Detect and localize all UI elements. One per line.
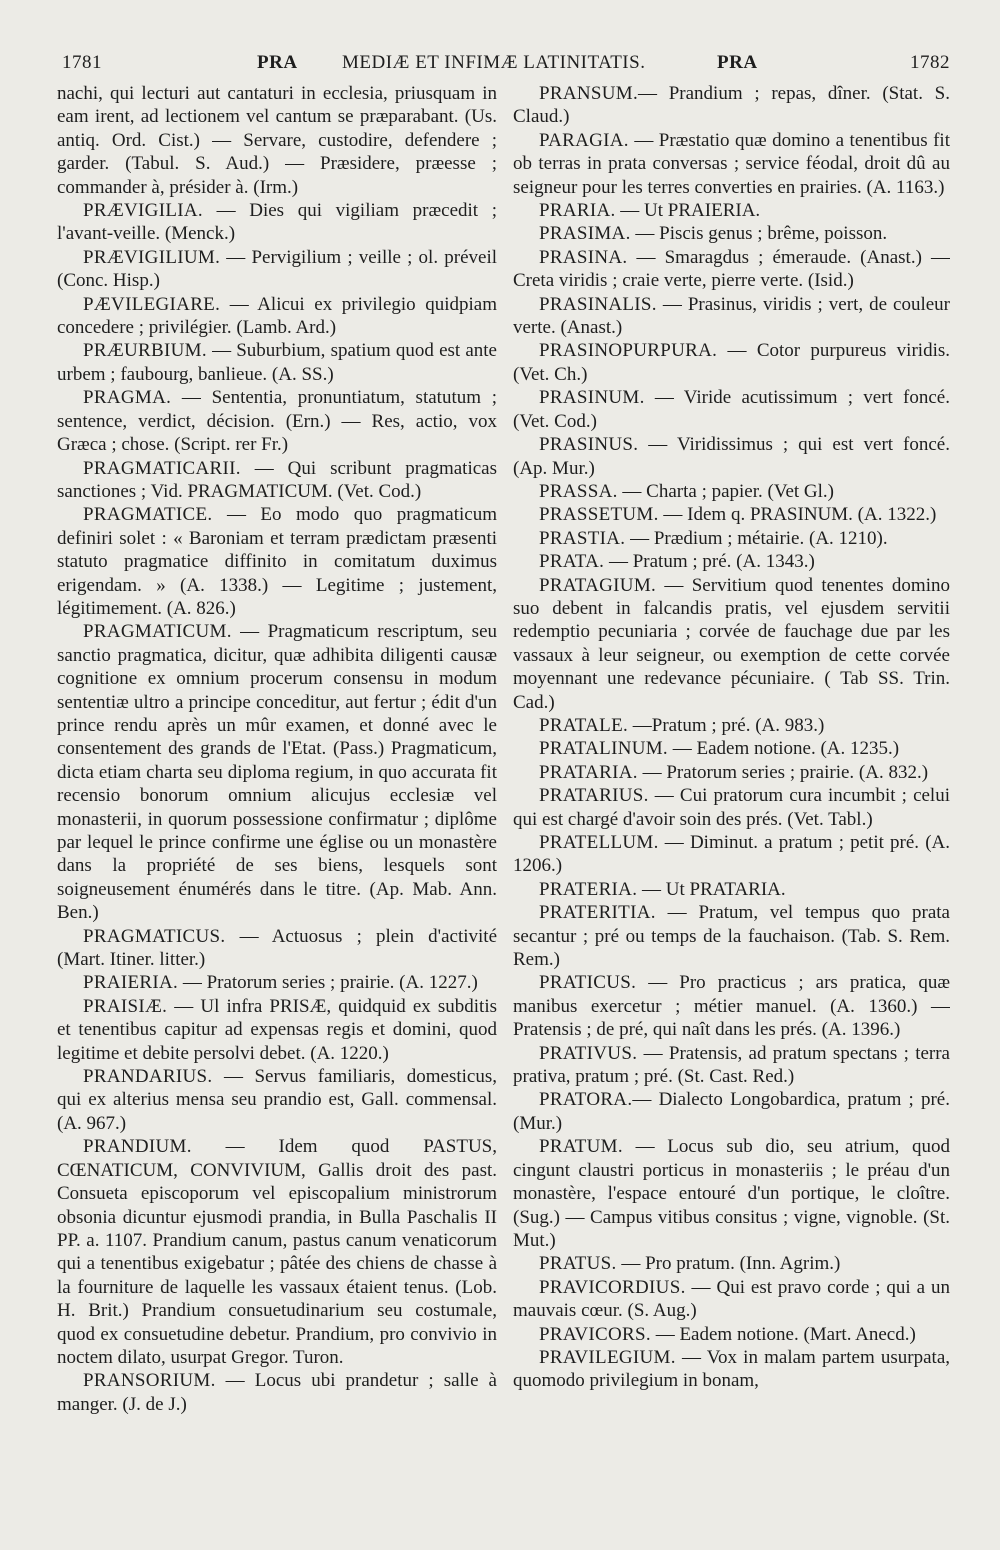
entry-text: — Eadem notione. (Mart. Anecd.) xyxy=(650,1323,916,1345)
entry-headword: PARAGIA. xyxy=(539,129,629,151)
entry-text: — Qui scribunt pragmaticas sanctiones ; Vid. PRAGMATICUM. (Vet. Cod.) xyxy=(57,457,497,502)
entry-text: —Pratum ; pré. (A. 983.) xyxy=(628,714,825,736)
dictionary-entry xyxy=(513,784,950,831)
entry-headword: PRATELLUM. xyxy=(539,832,659,853)
entry-text: — Servus familiaris, domesticus, qui ex alterius mensa seu prandio est, Gall. commensal. (A. 967.) xyxy=(57,1066,497,1134)
entry-headword: PRASINALIS. xyxy=(539,293,657,315)
entry-text: — Idem q. PRASINUM. (A. 1322.) xyxy=(658,504,937,526)
dictionary-entry xyxy=(57,246,497,293)
dictionary-entry xyxy=(513,1323,950,1346)
dictionary-entry xyxy=(513,831,950,878)
entry-text: — Pratensis, ad pratum spectans ; terra prativa, pratum ; pré. (St. Cast. Red.) xyxy=(513,1042,950,1088)
entry-headword: PRASTIA. xyxy=(539,527,626,549)
entry-headword: PRANSORIUM. xyxy=(83,1370,216,1392)
entry-text: — Eadem notione. (A. 1235.) xyxy=(667,738,900,760)
entry-headword: PRATARIUS. xyxy=(539,785,649,807)
entry-headword: PRANDARIUS. xyxy=(83,1066,213,1088)
entry-headword: PRATORA. xyxy=(539,1089,633,1111)
dictionary-entry xyxy=(513,129,950,199)
entry-headword: PRASINA. xyxy=(539,246,628,268)
entry-headword: PRAGMATICE. xyxy=(83,504,213,526)
entry-headword: PRATARIA. xyxy=(539,761,638,783)
entry-text: — Prasinus, viridis ; vert, de couleur verte. (Anast.) xyxy=(513,293,950,339)
entry-headword: PRAVICORDIUS. xyxy=(539,1276,686,1298)
entry-text: — Locus ubi prandetur ; salle à manger. (J. de J.) xyxy=(57,1370,497,1415)
entry-text: — Suburbium, spatium quod est ante urbem ; faubourg, banlieue. (A. SS.) xyxy=(57,340,497,385)
entry-text: — Pragmaticum rescriptum, seu sanctio pragmatica, dicitur, quæ adhibita diligenti causæ cognitione ex omnium procerum consensu in modum sententiæ ultro a principe conceditur, aut fertur ; édit d'un prince rendu après un mûr examen, et donné avec le consentement des grands de l'Etat. (Pass.) Pragmaticum, dicta etiam charta seu diploma regium, in quo accurata fit recensio bonorum omnium alicujus ecclesiæ vel monasterii, in quorum possessione confirmatur ; diplôme par lequel le prince confirme une église ou un monastère dans la propriété de ses biens, lesquels sont soigneusement énumérés dans le titre. (Ap. Mab. Ann. Ben.) xyxy=(57,621,497,924)
dictionary-entry xyxy=(57,1065,497,1135)
entry-text: — Piscis genus ; brême, poisson. xyxy=(630,223,888,245)
entry-text: — Charta ; papier. (Vet Gl.) xyxy=(617,480,835,502)
dictionary-entry xyxy=(513,761,950,784)
entry-headword: PRATUM. xyxy=(539,1136,623,1158)
running-title: MEDIÆ ET INFIMÆ LATINITATIS. xyxy=(342,52,646,73)
entry-text: — Ul infra PRISÆ, quidquid ex subditis et tenentibus capitur ad expensas regis et domini, quod legitime et debite persolvi debet. (A. 1220.) xyxy=(57,995,497,1064)
running-header xyxy=(62,44,950,84)
entry-text: — Pervigilium ; veille ; ol. préveil (Conc. Hisp.) xyxy=(57,246,497,292)
entry-headword: PRÆVIGILIUM. xyxy=(83,246,221,268)
dictionary-entry xyxy=(57,503,497,620)
dictionary-entry xyxy=(513,503,950,526)
dictionary-entry xyxy=(513,82,950,129)
dictionary-entry xyxy=(513,1276,950,1323)
dictionary-entry xyxy=(513,714,950,737)
entry-headword: PRASINUS. xyxy=(539,434,639,456)
entry-text: — Idem quod PASTUS, CŒNATICUM, CONVIVIUM, Gallis droit des past. Consueta episcoporum vel episcopalium ministrorum obsonia dicuntur ejusmodi prandia, in Bulla Paschalis II PP. a. 1107. Prandium canum, pastus canum venaticorum qui a tenentibus exigebatur ; pâtée des chiens de chasse à la fourniture de laquelle les vassaux étaient tenus. (Lob. H. Brit.) Prandium consuetudinarium seu costumale, quod ex consuetudine debetur. Prandium, pro convivio in noctem dilato, usurpat Gregor. Turon. xyxy=(57,1136,497,1368)
entry-text: — Pro practicus ; ars pratica, quæ manibus exercetur ; métier manuel. (A. 1360.) — Pratensis ; de pré, qui naît dans les prés. (A. 1396.) xyxy=(513,972,950,1041)
entry-headword: PRASSA. xyxy=(539,480,618,502)
entry-headword: PRATUS. xyxy=(539,1253,617,1275)
entry-headword: PRASIMA. xyxy=(539,223,631,245)
entry-text: — Vox in malam partem usurpata, quomodo privilegium in bonam, xyxy=(513,1346,950,1392)
dictionary-entry xyxy=(513,878,950,901)
left-guide-word: PRA xyxy=(257,52,298,73)
entry-headword: PRANSUM. xyxy=(539,83,639,104)
entry-headword: PRAIERIA. xyxy=(83,972,179,994)
dictionary-entry xyxy=(513,1135,950,1252)
entry-headword: PRÆVIGILIA. xyxy=(83,200,203,222)
entry-headword: PRATALINUM. xyxy=(539,738,668,760)
dictionary-entry xyxy=(513,574,950,714)
entry-headword: PRANDIUM. xyxy=(83,1136,192,1158)
entry-text: — Viride acutissimum ; vert foncé. (Vet. Cod.) xyxy=(513,387,950,432)
entry-text: — Smaragdus ; émeraude. (Anast.) — Creta viridis ; craie verte, pierre verte. (Isid.) xyxy=(513,246,950,292)
dictionary-entry xyxy=(57,339,497,386)
entry-headword: PRATIVUS. xyxy=(539,1042,638,1064)
entry-text: nachi, qui lecturi aut cantaturi in ecclesia, priusquam in eam irent, ad lectionem vel cantum se præparabant. (Us. antiq. Ord. Cist.) — Servare, custodire, defendere ; garder. (Tabul. S. Aud.) — Præsidere, præesse ; commander à, présider à. (Irm.) xyxy=(57,83,497,198)
dictionary-entry xyxy=(57,1135,497,1369)
dictionary-entry xyxy=(513,339,950,386)
dictionary-entry xyxy=(57,1369,497,1416)
entry-text: — Cui pratorum cura incumbit ; celui qui est chargé d'avoir soin des prés. (Vet. Tabl.) xyxy=(513,785,950,830)
dictionary-entry xyxy=(57,995,497,1065)
entry-text: — Pratorum series ; prairie. (A. 1227.) xyxy=(178,972,478,994)
entry-text: — Alicui ex privilegio quidpiam concedere ; privilégier. (Lamb. Ard.) xyxy=(57,293,497,339)
entry-text: — Præstatio quæ domino a tenentibus fit ob terras in prata conversas ; service féodal, droit dû au seigneur pour les terres converties en prairies. (A. 1163.) xyxy=(513,129,950,198)
entry-headword: PRAGMATICUS. xyxy=(83,925,226,947)
dictionary-entry xyxy=(513,1346,950,1393)
entry-text: — Servitium quod tenentes domino suo debent in falcandis pratis, vel ejusdem servitii redemptio pecuniaria ; corvée de fauchage due par les vassaux à leur seigneur, ou exemption de cette corvée moyennant une redevance pécuniaire. ( Tab SS. Trin. Cad.) xyxy=(513,574,950,713)
entry-headword: PRATERITIA. xyxy=(539,902,656,924)
dictionary-entry xyxy=(513,1088,950,1135)
dictionary-entry xyxy=(57,386,497,456)
left-column xyxy=(57,82,497,1542)
entry-text: — Ut PRATARIA. xyxy=(637,878,786,900)
entry-text: — Prandium ; repas, dîner. (Stat. S. Claud.) xyxy=(513,83,950,128)
entry-text: — Ut PRAIERIA. xyxy=(615,200,761,222)
left-page-number: 1781 xyxy=(62,52,102,73)
dictionary-entry xyxy=(57,620,497,924)
entry-text: — Actuosus ; plein d'activité (Mart. Itiner. litter.) xyxy=(57,925,497,971)
entry-headword: PRAGMATICUM. xyxy=(83,621,232,643)
entry-text: — Diminut. a pratum ; petit pré. (A. 1206.) xyxy=(513,832,950,877)
entry-headword: PRAGMATICARII. xyxy=(83,457,241,479)
entry-text: — Dialecto Longobardica, pratum ; pré. (Mur.) xyxy=(513,1089,950,1134)
right-page-number: 1782 xyxy=(910,52,950,73)
entry-text: — Pratorum series ; prairie. (A. 832.) xyxy=(637,761,929,783)
dictionary-entry xyxy=(513,550,950,573)
entry-headword: PRASINUM. xyxy=(539,387,645,409)
entry-text: — Eo modo quo pragmaticum definiri solet : « Baroniam et terram prædictam præsenti statuto pragmatice diffinito in comitatum duximus erigendam. » (A. 1338.) — Legitime ; justement, légitimement. (A. 826.) xyxy=(57,504,497,619)
dictionary-entry xyxy=(513,199,950,222)
entry-headword: PRATAGIUM. xyxy=(539,574,657,596)
dictionary-entry xyxy=(513,480,950,503)
entry-headword: PRASSETUM. xyxy=(539,504,659,526)
entry-text: — Pratum, vel tempus quo prata secantur ; pré ou temps de la fauchaison. (Tab. S. Rem. Rem.) xyxy=(513,902,950,971)
dictionary-entry xyxy=(513,901,950,971)
dictionary-entry xyxy=(57,457,497,504)
dictionary-entry xyxy=(513,222,950,245)
entry-headword: PRAISIÆ. xyxy=(83,995,168,1017)
entry-text: — Dies qui vigiliam præcedit ; l'avant-veille. (Menck.) xyxy=(57,200,497,245)
entry-headword: PRATA. xyxy=(539,551,605,573)
right-column xyxy=(513,82,950,1542)
entry-text: — Qui est pravo corde ; qui a un mauvais cœur. (S. Aug.) xyxy=(513,1276,950,1322)
dictionary-entry xyxy=(513,246,950,293)
entry-headword: PRATICUS. xyxy=(539,972,637,994)
entry-headword: PRATALE. xyxy=(539,714,629,736)
entry-headword: PRARIA. xyxy=(539,200,616,222)
dictionary-entry xyxy=(57,199,497,246)
dictionary-entry xyxy=(513,527,950,550)
dictionary-entry xyxy=(513,293,950,340)
dictionary-entry xyxy=(513,971,950,1041)
dictionary-entry xyxy=(513,386,950,433)
dictionary-entry xyxy=(513,1252,950,1275)
entry-headword: PÆVILEGIARE. xyxy=(83,293,221,315)
entry-text: — Locus sub dio, seu atrium, quod cingunt claustri porticus in monasteriis ; le préau d'un monastère, l'espace entouré d'un portique, le cloître. (Sug.) — Campus vitibus consitus ; vigne, vignoble. (St. Mut.) xyxy=(513,1136,950,1251)
dictionary-entry xyxy=(57,971,497,994)
entry-headword: PRATERIA. xyxy=(539,878,638,900)
entry-text: — Viridissimus ; qui est vert foncé. (Ap. Mur.) xyxy=(513,434,950,479)
entry-text: — Pro pratum. (Inn. Agrim.) xyxy=(616,1253,841,1275)
dictionary-entry xyxy=(57,293,497,340)
dictionary-entry xyxy=(513,737,950,760)
dictionary-entry xyxy=(513,1042,950,1089)
right-guide-word: PRA xyxy=(717,52,758,73)
entry-headword: PRÆURBIUM. xyxy=(83,340,207,362)
dictionary-entry xyxy=(57,82,497,199)
entry-text: — Cotor purpureus viridis. (Vet. Ch.) xyxy=(513,340,950,385)
entry-text: — Prædium ; métairie. (A. 1210). xyxy=(625,527,888,549)
entry-headword: PRAVICORS. xyxy=(539,1323,651,1345)
dictionary-entry xyxy=(57,925,497,972)
entry-headword: PRASINOPURPURA. xyxy=(539,340,718,362)
entry-text: — Pratum ; pré. (A. 1343.) xyxy=(604,551,815,573)
dictionary-entry xyxy=(513,433,950,480)
entry-headword: PRAGMA. xyxy=(83,387,172,409)
entry-headword: PRAVILEGIUM. xyxy=(539,1346,676,1368)
entry-text: — Sententia, pronuntiatum, statutum ; sentence, verdict, décision. (Ern.) — Res, actio, vox Græca ; chose. (Script. rer Fr.) xyxy=(57,387,497,456)
